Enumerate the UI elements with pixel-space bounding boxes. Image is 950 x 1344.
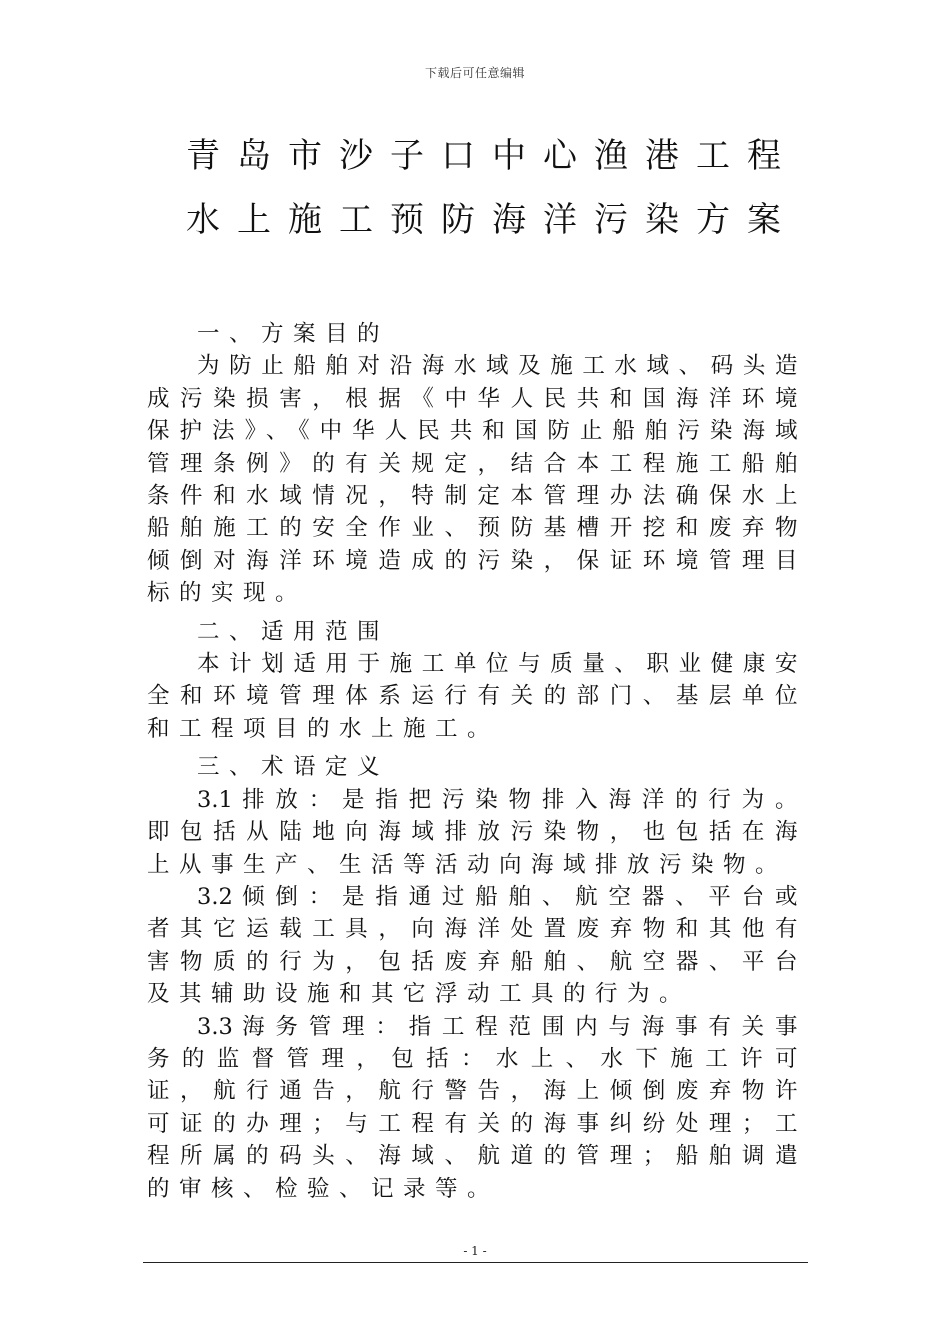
section-heading-definitions: 三、术语定义	[197, 754, 390, 781]
watermark-text: 下载后可任意编辑	[424, 66, 525, 80]
section-heading-scope: 二、适用范围	[197, 618, 390, 645]
section-paragraph-purpose: 为防止船舶对沿海水域及施工水域、码头造成污染损害，根据《中华人民共和国海洋环境保护法》、《中华人民共和国防止船舶污染海域管理条例》的有关规定，结合本工程施工船舶条件和水域情况，特制定本管理办法确保水上船舶施工的安全作业、预防基槽开挖和废弃物倾倒对海洋环境造成的污染，保证环境管理目标的实现。	[147, 353, 807, 607]
document-body	[147, 318, 807, 1205]
term-number: 3.2	[197, 883, 233, 910]
document-title-line-2: 水上施工预防海洋污染方案	[186, 200, 798, 240]
term-text: 排放：是指把污染物排入海洋的行为。即包括从陆地向海域排放污染物，也包括在海上从事生产、生活等活动向海域排放污染物。	[147, 786, 807, 878]
footer-divider	[143, 1262, 808, 1263]
section-paragraph-scope: 本计划适用于施工单位与质量、职业健康安全和环境管理体系运行有关的部门、基层单位和工程项目的水上施工。	[147, 651, 807, 742]
term-text: 倾倒：是指通过船舶、航空器、平台或者其它运载工具，向海洋处置废弃物和其他有害物质的行为，包括废弃船舶、航空器、平台及其辅助设施和其它浮动工具的行为。	[147, 883, 807, 1008]
section-heading-purpose: 一、方案目的	[197, 321, 390, 347]
term-number: 3.1	[197, 786, 233, 813]
term-definition-dumping	[147, 881, 807, 1011]
term-text: 海务管理：指工程范围内与海事有关事务的监督管理，包括：水上、水下施工许可证，航行通告，航行警告，海上倾倒废弃物许可证的办理；与工程有关的海事纠纷处理；工程所属的码头、海域、航道的管理；船舶调遣的审核、检验、记录等。	[147, 1013, 807, 1202]
page-number: - 1 -	[463, 1244, 487, 1258]
term-number: 3.3	[197, 1013, 233, 1040]
document-title-line-1: 青岛市沙子口中心渔港工程	[186, 136, 798, 176]
term-definition-discharge	[147, 784, 807, 881]
term-definition-maritime-management	[147, 1011, 807, 1205]
